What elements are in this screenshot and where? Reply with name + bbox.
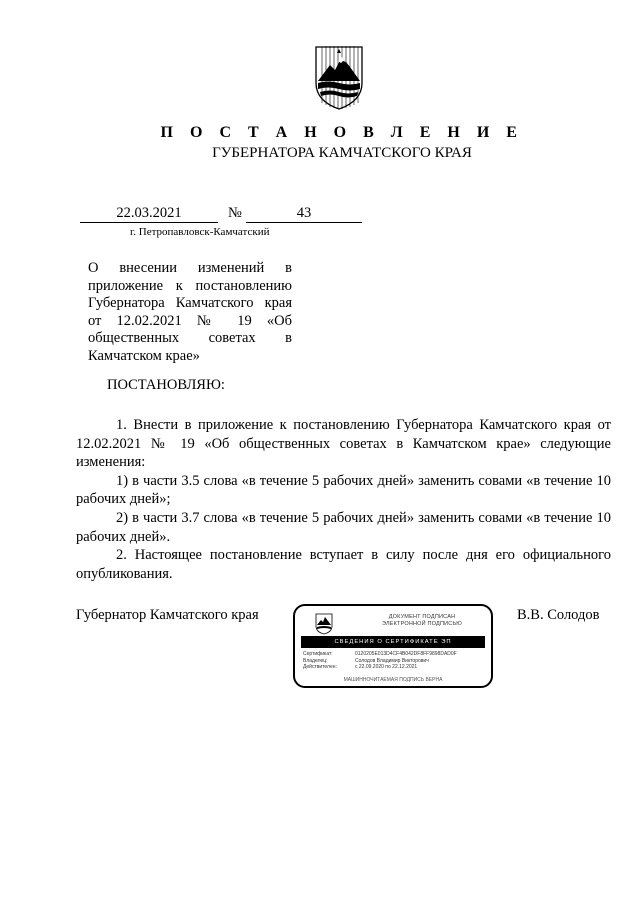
number-underline: [246, 222, 362, 223]
stamp-certificate-bar: СВЕДЕНИЯ О СЕРТИФИКАТЕ ЭП: [301, 636, 485, 648]
stamp-emblem-icon: [315, 613, 333, 635]
stamp-row-label: Сертификат:: [303, 651, 333, 657]
document-city: г. Петропавловск-Камчатский: [130, 226, 270, 238]
body-paragraph: 1. Внести в приложение к постановлению Губернатора Камчатского края от 12.02.2021 № 19 «Об общественных советах в Камчатском крае» следующие изменения:: [76, 417, 611, 471]
document-number: 43: [296, 205, 312, 221]
signatory-position: Губернатор Камчатского края: [76, 607, 259, 623]
document-subtitle: ГУБЕРНАТОРА КАМЧАТСКОГО КРАЯ: [212, 145, 472, 161]
stamp-row-value: 0120205E013D4CF4B042DF8FF9898DAD0F: [355, 651, 457, 657]
body-paragraph: 2. Настоящее постановление вступает в силу после дня его официального опубликования.: [76, 547, 611, 582]
body-paragraph: 2) в части 3.7 слова «в течение 5 рабочих дней» заменить совами «в течение 10 рабочих дней».: [76, 509, 611, 545]
date-underline: [80, 222, 218, 223]
number-sign: №: [228, 205, 242, 221]
stamp-row-label: Владелец:: [303, 657, 328, 664]
stamp-row-value: с 22.09.2020 по 22.12.2021: [355, 664, 418, 670]
body-paragraph: 1) в части 3.5 слова «в течение 5 рабочих дней» заменить совами «в течение 10 рабочих дней»;: [76, 472, 611, 508]
stamp-row-value: Солодов Владимир Викторович: [355, 657, 429, 664]
document-body: [76, 416, 611, 583]
electronic-signature-stamp: [293, 604, 493, 688]
document-title: П О С Т А Н О В Л Е Н И Е: [160, 124, 524, 141]
stamp-heading: [357, 614, 487, 628]
stamp-details: [303, 651, 487, 671]
document-subject: О внесении изменений в приложение к постановлению Губернатора Камчатского края от 12.02.2021 № 19 «Об общественных советах в Камчатском крае»: [88, 260, 292, 364]
coat-of-arms-icon: [312, 45, 366, 111]
document-date: 22.03.2021: [116, 205, 182, 221]
stamp-footer: МАШИННОЧИТАЕМАЯ ПОДПИСЬ ВЕРНА: [343, 677, 443, 683]
stamp-line: ДОКУМЕНТ ПОДПИСАН: [388, 614, 456, 620]
stamp-line: ЭЛЕКТРОННОЙ ПОДПИСЬЮ: [381, 621, 463, 627]
stamp-row: [303, 664, 487, 671]
stamp-row-label: Действителен:: [303, 664, 337, 670]
decree-word: ПОСТАНОВЛЯЮ:: [107, 377, 225, 393]
signatory-name: В.В. Солодов: [517, 607, 600, 623]
